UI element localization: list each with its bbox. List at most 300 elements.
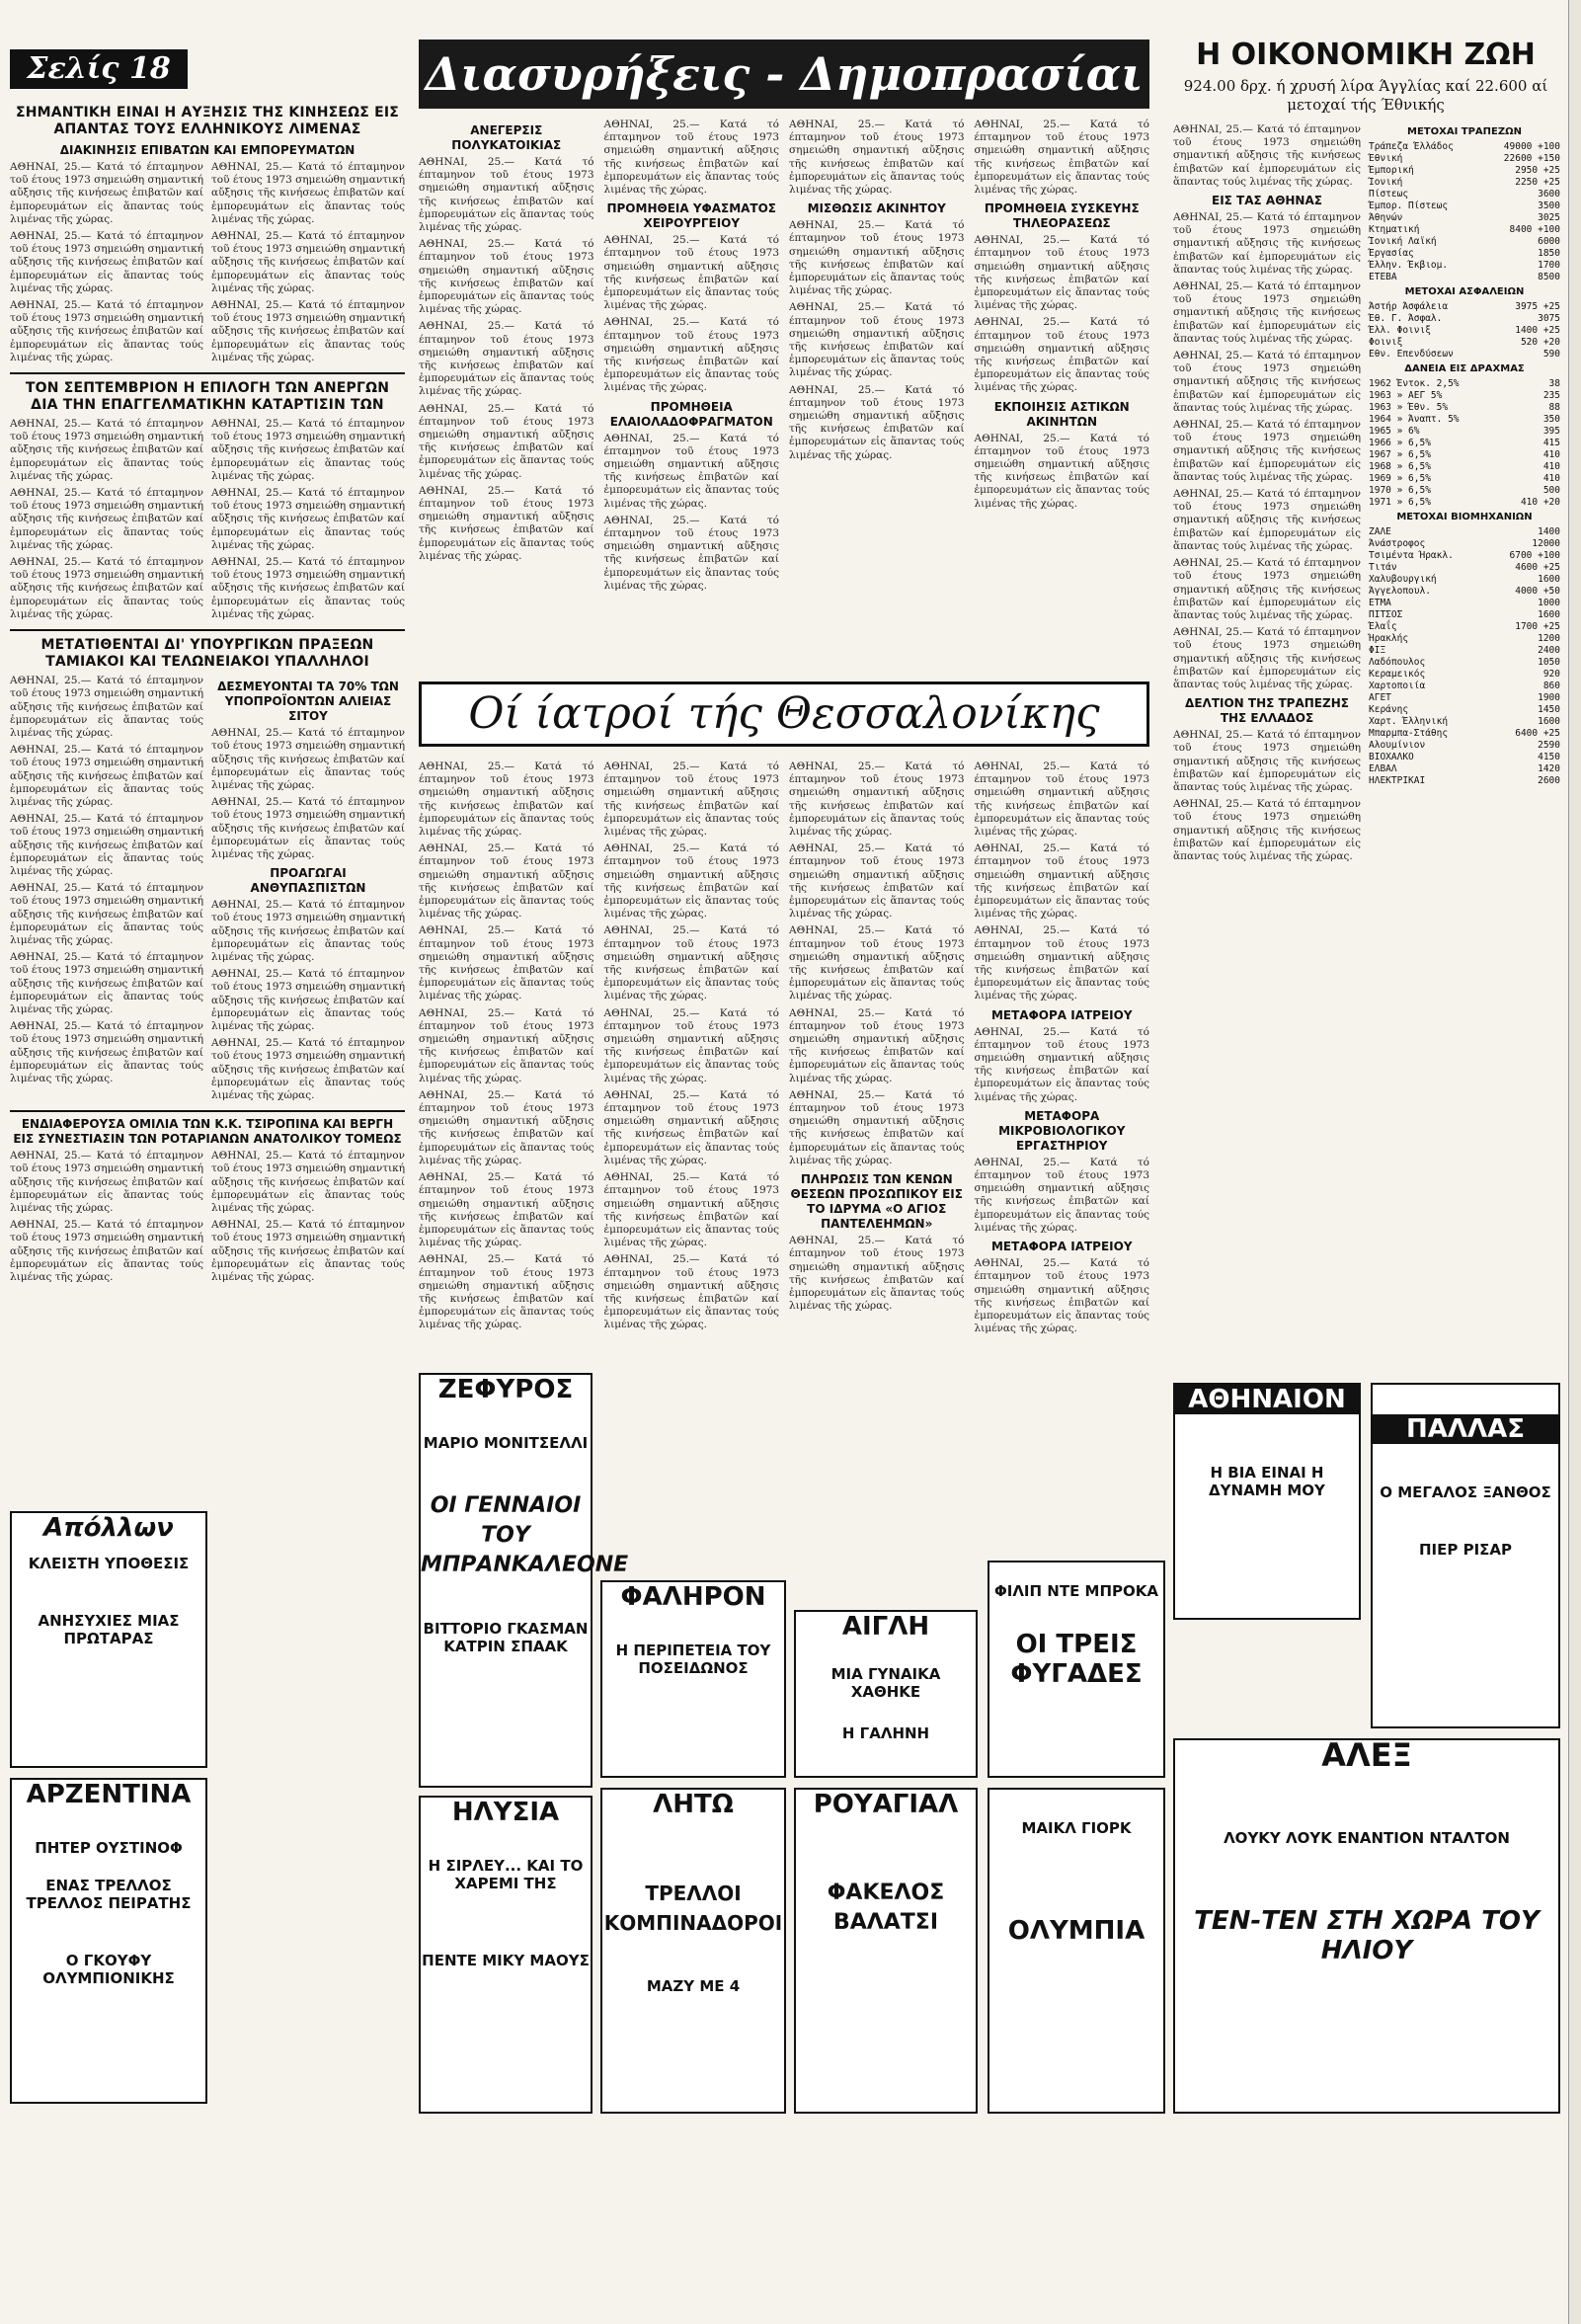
market-value: 1450	[1538, 704, 1560, 715]
ad-line: ΠΙΕΡ ΡΙΣΑΡ	[1418, 1541, 1513, 1559]
market-row	[1369, 621, 1560, 633]
market-value: 3975 +25	[1515, 301, 1560, 312]
market-name: Χαρτοποιία	[1369, 681, 1426, 691]
auction-body: ΑΘΗΝΑΙ, 25.— Κατά τό έπταμηνον τοῦ έτους 1973 σημειώθη σημαντική αὔξησις τῆς κινήσεως ἐπιβατῶν καί ἐμπορευμάτων εἰς ἅπαντας τούς λιμένας τῆς χώρας.	[974, 119, 1149, 197]
doctor-entry: ΑΘΗΝΑΙ, 25.— Κατά τό έπταμηνον τοῦ έτους 1973 σημειώθη σημαντική αὔξησις τῆς κινήσεως ἐπιβατῶν καί ἐμπορευμάτων εἰς ἅπαντας τούς λιμένας τῆς χώρας.	[974, 842, 1149, 921]
market-row	[1369, 236, 1560, 248]
ad-line: ΜΑΖΥ ΜΕ 4	[646, 1977, 741, 1995]
auction-body: ΑΘΗΝΑΙ, 25.— Κατά τό έπταμηνον τοῦ έτους 1973 σημειώθη σημαντική αὔξησις τῆς κινήσεως ἐπιβατῶν καί ἐμπορευμάτων εἰς ἅπαντας τούς λιμένας τῆς χώρας.	[603, 514, 779, 592]
page-edge	[1568, 0, 1581, 2324]
market-row	[1369, 402, 1560, 414]
market-name: Άνάστροφος	[1369, 538, 1426, 549]
market-row	[1369, 485, 1560, 497]
loans-list	[1369, 378, 1560, 509]
article-title: ΠΡΟΑΓΩΓΑΙ ΑΝΘΥΠΑΣΠΙΣΤΩΝ	[250, 866, 366, 896]
market-name: 1970 » 6,5%	[1369, 485, 1431, 496]
ad-title: ΡΟΥΑΓΙΑΛ	[813, 1790, 959, 1819]
auction-heading: ΕΚΠΟΙΗΣΙΣ ΑΣΤΙΚΩΝ ΑΚΙΝΗΤΩΝ	[993, 399, 1130, 429]
market-value: 2950 +25	[1515, 165, 1560, 176]
market-name: Έλλ. Φοινιξ	[1369, 325, 1431, 336]
market-row	[1369, 669, 1560, 681]
market-row	[1369, 301, 1560, 313]
ad-argentina	[10, 1778, 207, 2104]
market-value: 920	[1542, 669, 1560, 680]
market-value: 2600	[1538, 775, 1560, 786]
market-name: Άθηνών	[1369, 212, 1403, 223]
market-value: 1050	[1538, 657, 1560, 668]
article-body: ΑΘΗΝΑΙ, 25.— Κατά τό έπταμηνον τοῦ έτους 1973 σημειώθη σημαντική αὔξησις τῆς κινήσεως ἐπιβατῶν καί ἐμπορευμάτων εἰς ἅπαντας τούς λιμένας τῆς χώρας.	[211, 1219, 405, 1283]
market-value: 6400 +25	[1515, 728, 1560, 739]
auction-body: ΑΘΗΝΑΙ, 25.— Κατά τό έπταμηνον τοῦ έτους 1973 σημειώθη σημαντική αὔξησις τῆς κινήσεως ἐπιβατῶν καί ἐμπορευμάτων εἰς ἅπαντας τούς λιμένας τῆς χώρας.	[603, 234, 779, 312]
ad-aigli	[794, 1610, 978, 1778]
economy-body: ΑΘΗΝΑΙ, 25.— Κατά τό έπταμηνον τοῦ έτους 1973 σημειώθη σημαντική αὔξησις τῆς κινήσεως ἐπιβατῶν καί ἐμπορευμάτων εἰς ἅπαντας τούς λιμένας τῆς χώρας.	[1173, 123, 1361, 188]
market-value: 8500	[1538, 272, 1560, 282]
market-value: 1700	[1538, 260, 1560, 271]
economy-body: ΑΘΗΝΑΙ, 25.— Κατά τό έπταμηνον τοῦ έτους 1973 σημειώθη σημαντική αὔξησις τῆς κινήσεως ἐπιβατῶν καί ἐμπορευμάτων εἰς ἅπαντας τούς λιμένας τῆς χώρας.	[1173, 557, 1361, 621]
market-row	[1369, 438, 1560, 449]
article-body: ΑΘΗΝΑΙ, 25.— Κατά τό έπταμηνον τοῦ έτους 1973 σημειώθη σημαντική αὔξησις τῆς κινήσεως ἐπιβατῶν καί ἐμπορευμάτων εἰς ἅπαντας τούς λιμένας τῆς χώρας.	[211, 1037, 405, 1101]
market-value: 1850	[1538, 248, 1560, 259]
market-value: 410 +20	[1520, 497, 1560, 508]
market-heading: ΜΕΤΟΧΑΙ ΑΣΦΑΛΕΙΩΝ	[1404, 286, 1525, 297]
market-name: ΑΓΕΤ	[1369, 692, 1391, 703]
transfer-heading: ΜΕΤΑΦΟΡΑ ΙΑΤΡΕΙΟΥ	[990, 1007, 1133, 1022]
market-name: Έθνική	[1369, 153, 1403, 164]
market-name: 1964 » Άναπτ. 5%	[1369, 414, 1460, 425]
market-row	[1369, 550, 1560, 562]
market-row	[1369, 526, 1560, 538]
column-auctions	[419, 119, 1149, 597]
market-name: Κτηματική	[1369, 224, 1420, 235]
market-row	[1369, 272, 1560, 283]
market-row	[1369, 461, 1560, 473]
economy-body: ΑΘΗΝΑΙ, 25.— Κατά τό έπταμηνον τοῦ έτους 1973 σημειώθη σημαντική αὔξησις τῆς κινήσεως ἐπιβατῶν καί ἐμπορευμάτων εἰς ἅπαντας τούς λιμένας τῆς χώρας.	[1173, 419, 1361, 483]
market-name: ΕΛΒΑΛ	[1369, 763, 1397, 774]
market-row	[1369, 390, 1560, 402]
market-row	[1369, 681, 1560, 692]
market-value: 395	[1542, 426, 1560, 437]
ad-lito	[600, 1788, 786, 2114]
auction-body: ΑΘΗΝΑΙ, 25.— Κατά τό έπταμηνον τοῦ έτους 1973 σημειώθη σημαντική αὔξησις τῆς κινήσεως ἐπιβατῶν καί ἐμπορευμάτων εἰς ἅπαντας τούς λιμένας τῆς χώρας.	[419, 402, 594, 480]
market-row	[1369, 752, 1560, 763]
economy-heading: ΔΕΛΤΙΟΝ ΤΗΣ ΤΡΑΠΕΖΗΣ ΤΗΣ ΕΛΛΑΔΟΣ	[1185, 696, 1349, 726]
doctor-entry: ΑΘΗΝΑΙ, 25.— Κατά τό έπταμηνον τοῦ έτους 1973 σημειώθη σημαντική αὔξησις τῆς κινήσεως ἐπιβατῶν καί ἐμπορευμάτων εἰς ἅπαντας τούς λιμένας τῆς χώρας.	[974, 1156, 1149, 1234]
doctor-entry: ΑΘΗΝΑΙ, 25.— Κατά τό έπταμηνον τοῦ έτους 1973 σημειώθη σημαντική αὔξησις τῆς κινήσεως ἐπιβατῶν καί ἐμπορευμάτων εἰς ἅπαντας τούς λιμένας τῆς χώρας.	[603, 1171, 779, 1249]
market-name: Τσιμέντα Ήρακλ.	[1369, 550, 1454, 561]
market-name: 1971 » 6,5%	[1369, 497, 1431, 508]
market-name: ΦΙΞ	[1369, 645, 1386, 656]
article-body: ΑΘΗΝΑΙ, 25.— Κατά τό έπταμηνον τοῦ έτους 1973 σημειώθη σημαντική αὔξησις τῆς κινήσεως ἐπιβατῶν καί ἐμπορευμάτων εἰς ἅπαντας τούς λιμένας τῆς χώρας.	[211, 418, 405, 482]
article-body: ΑΘΗΝΑΙ, 25.— Κατά τό έπταμηνον τοῦ έτους 1973 σημειώθη σημαντική αὔξησις τῆς κινήσεως ἐπιβατῶν καί ἐμπορευμάτων εἰς ἅπαντας τούς λιμένας τῆς χώρας.	[10, 951, 203, 1015]
article-body: ΑΘΗΝΑΙ, 25.— Κατά τό έπταμηνον τοῦ έτους 1973 σημειώθη σημαντική αὔξησις τῆς κινήσεως ἐπιβατῶν καί ἐμπορευμάτων εἰς ἅπαντας τούς λιμένας τῆς χώρας.	[211, 487, 405, 551]
ad-title: ΟΙ ΤΡΕΙΣ ΦΥΓΑΔΕΣ	[1010, 1630, 1143, 1689]
market-name: ΕΤΕΒΑ	[1369, 272, 1397, 282]
article-body: ΑΘΗΝΑΙ, 25.— Κατά τό έπταμηνον τοῦ έτους 1973 σημειώθη σημαντική αὔξησις τῆς κινήσεως ἐπιβατῶν καί ἐμπορευμάτων εἰς ἅπαντας τούς λιμένας τῆς χώρας.	[211, 556, 405, 620]
market-value: 12000	[1532, 538, 1560, 549]
market-value: 1900	[1538, 692, 1560, 703]
ad-line: Η ΓΑΛΗΝΗ	[841, 1724, 930, 1742]
market-name: 1967 » 6,5%	[1369, 449, 1431, 460]
ad-line: ΜΑΙΚΛ ΓΙΟΡΚ	[1021, 1819, 1132, 1837]
market-value: 3600	[1538, 189, 1560, 200]
market-row	[1369, 763, 1560, 775]
economy-body: ΑΘΗΝΑΙ, 25.— Κατά τό έπταμηνον τοῦ έτους 1973 σημειώθη σημαντική αὔξησις τῆς κινήσεως ἐπιβατῶν καί ἐμπορευμάτων εἰς ἅπαντας τούς λιμένας τῆς χώρας.	[1173, 798, 1361, 862]
market-name: 1965 » 6%	[1369, 426, 1420, 437]
doctor-entry: ΑΘΗΝΑΙ, 25.— Κατά τό έπταμηνον τοῦ έτους 1973 σημειώθη σημαντική αὔξησις τῆς κινήσεως ἐπιβατῶν καί ἐμπορευμάτων εἰς ἅπαντας τούς λιμένας τῆς χώρας.	[974, 761, 1149, 839]
article-body: ΑΘΗΝΑΙ, 25.— Κατά τό έπταμηνον τοῦ έτους 1973 σημειώθη σημαντική αὔξησις τῆς κινήσεως ἐπιβατῶν καί ἐμπορευμάτων εἰς ἅπαντας τούς λιμένας τῆς χώρας.	[211, 968, 405, 1032]
economy-body: ΑΘΗΝΑΙ, 25.— Κατά τό έπταμηνον τοῦ έτους 1973 σημειώθη σημαντική αὔξησις τῆς κινήσεως ἐπιβατῶν καί ἐμπορευμάτων εἰς ἅπαντας τούς λιμένας τῆς χώρας.	[1173, 626, 1361, 690]
ad-line: Ο ΜΕΓΑΛΟΣ ΞΑΝΘΟΣ	[1380, 1483, 1551, 1501]
market-name: ΖΑΛΕ	[1369, 526, 1391, 537]
market-value: 49000 +100	[1503, 141, 1560, 152]
market-value: 1400	[1538, 526, 1560, 537]
market-value: 1400 +25	[1515, 325, 1560, 336]
market-row	[1369, 200, 1560, 212]
ad-olympia	[988, 1788, 1165, 2114]
market-name: ΗΛΕΚΤΡΙΚΑΙ	[1369, 775, 1426, 786]
market-row	[1369, 562, 1560, 574]
market-name: ΠΙΤΣΟΣ	[1369, 609, 1403, 620]
auction-body: ΑΘΗΝΑΙ, 25.— Κατά τό έπταμηνον τοῦ έτους 1973 σημειώθη σημαντική αὔξησις τῆς κινήσεως ἐπιβατῶν καί ἐμπορευμάτων εἰς ἅπαντας τούς λιμένας τῆς χώρας.	[974, 432, 1149, 510]
economy-body: ΑΘΗΝΑΙ, 25.— Κατά τό έπταμηνον τοῦ έτους 1973 σημειώθη σημαντική αὔξησις τῆς κινήσεως ἐπιβατῶν καί ἐμπορευμάτων εἰς ἅπαντας τούς λιμένας τῆς χώρας.	[1173, 729, 1361, 793]
market-row	[1369, 657, 1560, 669]
doctor-entry: ΑΘΗΝΑΙ, 25.— Κατά τό έπταμηνον τοῦ έτους 1973 σημειώθη σημαντική αὔξησις τῆς κινήσεως ἐπιβατῶν καί ἐμπορευμάτων εἰς ἅπαντας τούς λιμένας τῆς χώρας.	[789, 842, 965, 921]
ad-apollon	[10, 1511, 207, 1768]
market-row	[1369, 153, 1560, 165]
ad-title: ΖΕΦΥΡΟΣ	[437, 1375, 574, 1404]
column-news	[10, 99, 405, 1288]
market-row	[1369, 248, 1560, 260]
article-title: ΕΝΔΙΑΦΕΡΟΥΣΑ ΟΜΙΛΙΑ ΤΩΝ Κ.Κ. ΤΣΙΡΟΠΙΝΑ ΚΑΙ ΒΕΡΓΗ ΕΙΣ ΣΥΝΕΣΤΙΑΣΙΝ ΤΩΝ ΡΟΤΑΡΙΑΝΩΝ ΑΝΑΤΟΛΙΚΟΥ ΤΟΜΕΩΣ	[13, 1117, 402, 1147]
market-value: 6700 +100	[1509, 550, 1560, 561]
market-name: Έθ. Γ. Άσφαλ.	[1369, 313, 1443, 324]
market-value: 1000	[1538, 598, 1560, 608]
ad-line: ΦΑΚΕΛΟΣ ΒΑΛΑΤΣΙ	[827, 1881, 945, 1935]
market-value: 1200	[1538, 633, 1560, 644]
market-name: ΒΙΟΧΑΛΚΟ	[1369, 752, 1414, 762]
auction-heading: ΠΡΟΜΗΘΕΙΑ ΕΛΑΙΟΛΑΔΟΦΡΑΓΜΑΤΟΝ	[609, 399, 773, 429]
market-row	[1369, 224, 1560, 236]
article-body: ΑΘΗΝΑΙ, 25.— Κατά τό έπταμηνον τοῦ έτους 1973 σημειώθη σημαντική αὔξησις τῆς κινήσεως ἐπιβατῶν καί ἐμπορευμάτων εἰς ἅπαντας τούς λιμένας τῆς χώρας.	[10, 1219, 203, 1283]
article-body: ΑΘΗΝΑΙ, 25.— Κατά τό έπταμηνον τοῦ έτους 1973 σημειώθη σημαντική αὔξησις τῆς κινήσεως ἐπιβατῶν καί ἐμπορευμάτων εἰς ἅπαντας τούς λιμένας τῆς χώρας.	[211, 230, 405, 294]
market-row	[1369, 189, 1560, 200]
economy-title: Η ΟΙΚΟΝΟΜΙΚΗ ΖΩΗ	[1196, 38, 1536, 72]
market-row	[1369, 449, 1560, 461]
economy-subtitle: 924.00 δρχ. ή χρυσή λίρα Άγγλίας καί 22.600 αί μετοχαί τής Έθνικής	[1183, 77, 1548, 114]
market-row	[1369, 378, 1560, 390]
market-name: Άγγελοπουλ.	[1369, 586, 1431, 597]
market-value: 235	[1542, 390, 1560, 401]
ad-title: ΛΗΤΩ	[653, 1790, 734, 1819]
market-name: Τράπεζα Έλλάδος	[1369, 141, 1454, 152]
ad-line: Ο ΓΚΟΥΦΥ ΟΛΥΜΠΙΟΝΙΚΗΣ	[42, 1952, 175, 1987]
ad-ilysia	[419, 1796, 593, 2114]
market-row	[1369, 716, 1560, 728]
article-title: ΠΛΗΡΩΣΙΣ ΤΩΝ ΚΕΝΩΝ ΘΕΣΕΩΝ ΠΡΟΣΩΠΙΚΟΥ ΕΙΣ ΤΟ ΙΔΡΥΜΑ «Ο ΑΓΙΟΣ ΠΑΝΤΕΛΕΗΜΩΝ»	[790, 1172, 963, 1232]
doctors-banner: Οί ίατροί τής Θεσσαλονίκης	[419, 681, 1149, 747]
market-value: 2400	[1538, 645, 1560, 656]
ad-title: ΑΛΕΞ	[1321, 1736, 1412, 1774]
market-row	[1369, 692, 1560, 704]
market-value: 88	[1548, 402, 1560, 413]
market-value: 22600 +150	[1503, 153, 1560, 164]
market-name: Ίονική	[1369, 177, 1403, 188]
ad-tris-fygades	[988, 1561, 1165, 1778]
auction-body: ΑΘΗΝΑΙ, 25.— Κατά τό έπταμηνον τοῦ έτους 1973 σημειώθη σημαντική αὔξησις τῆς κινήσεως ἐπιβατῶν καί ἐμπορευμάτων εἰς ἅπαντας τούς λιμένας τῆς χώρας.	[419, 484, 594, 562]
market-name: ΕΤΜΑ	[1369, 598, 1391, 608]
ad-title: ΗΛΥΣΙΑ	[451, 1798, 560, 1827]
market-value: 1600	[1538, 716, 1560, 727]
industry-list	[1369, 526, 1560, 787]
market-row	[1369, 586, 1560, 598]
ad-title: ΑΙΓΛΗ	[841, 1612, 930, 1642]
market-value: 1600	[1538, 609, 1560, 620]
market-row	[1369, 645, 1560, 657]
economy-body: ΑΘΗΝΑΙ, 25.— Κατά τό έπταμηνον τοῦ έτους 1973 σημειώθη σημαντική αὔξησις τῆς κινήσεως ἐπιβατῶν καί ἐμπορευμάτων εἰς ἅπαντας τούς λιμένας τῆς χώρας.	[1173, 280, 1361, 345]
ad-line: ΜΙΑ ΓΥΝΑΙΚΑ ΧΑΘΗΚΕ	[830, 1665, 941, 1701]
market-heading: ΜΕΤΟΧΑΙ ΒΙΟΜΗΧΑΝΙΩΝ	[1396, 512, 1533, 522]
article-body: ΑΘΗΝΑΙ, 25.— Κατά τό έπταμηνον τοῦ έτους 1973 σημειώθη σημαντική αὔξησις τῆς κινήσεως ἐπιβατῶν καί ἐμπορευμάτων εἰς ἅπαντας τούς λιμένας τῆς χώρας.	[10, 487, 203, 551]
market-name: Έλαΐς	[1369, 621, 1397, 632]
auction-body: ΑΘΗΝΑΙ, 25.— Κατά τό έπταμηνον τοῦ έτους 1973 σημειώθη σημαντική αὔξησις τῆς κινήσεως ἐπιβατῶν καί ἐμπορευμάτων εἰς ἅπαντας τούς λιμένας τῆς χώρας.	[974, 316, 1149, 394]
doctor-entry: ΑΘΗΝΑΙ, 25.— Κατά τό έπταμηνον τοῦ έτους 1973 σημειώθη σημαντική αὔξησις τῆς κινήσεως ἐπιβατῶν καί ἐμπορευμάτων εἰς ἅπαντας τούς λιμένας τῆς χώρας.	[419, 761, 594, 839]
ad-line: ΠΕΝΤΕ ΜΙΚΥ ΜΑΟΥΣ	[422, 1952, 590, 1969]
market-name: Έμπορ. Πίστεως	[1369, 200, 1449, 211]
auctions-banner: Διασυρήξεις - Δημοπρασίαι	[419, 40, 1149, 109]
article-title: ΔΕΣΜΕΥΟΝΤΑΙ ΤΑ 70% ΤΩΝ ΥΠΟΠΡΟΪΟΝΤΩΝ ΑΛΙΕΙΑΣ ΣΙΤΟΥ	[217, 680, 399, 724]
market-row	[1369, 325, 1560, 337]
market-name: Εθν. Επενδύσεων	[1369, 349, 1454, 360]
market-value: 38	[1548, 378, 1560, 389]
article-body: ΑΘΗΝΑΙ, 25.— Κατά τό έπταμηνον τοῦ έτους 1973 σημειώθη σημαντική αὔξησις τῆς κινήσεως ἐπιβατῶν καί ἐμπορευμάτων εἰς ἅπαντας τούς λιμένας τῆς χώρας.	[10, 1020, 203, 1084]
ad-line: ΜΑΡΙΟ ΜΟΝΙΤΣΕΛΛΙ	[423, 1434, 589, 1452]
market-value: 2250 +25	[1515, 177, 1560, 188]
market-row	[1369, 704, 1560, 716]
economy-body: ΑΘΗΝΑΙ, 25.— Κατά τό έπταμηνον τοῦ έτους 1973 σημειώθη σημαντική αὔξησις τῆς κινήσεως ἐπιβατῶν καί ἐμπορευμάτων εἰς ἅπαντας τούς λιμένας τῆς χώρας.	[1173, 211, 1361, 276]
column-doctors	[419, 761, 1149, 1339]
market-value: 4000 +50	[1515, 586, 1560, 597]
market-row	[1369, 426, 1560, 438]
ad-line: ΛΟΥΚΥ ΛΟΥΚ ΕΝΑΝΤΙΟΝ ΝΤΑΛΤΟΝ	[1224, 1829, 1510, 1847]
ad-line: ΕΝΑΣ ΤΡΕΛΛΟΣ ΤΡΕΛΛΟΣ ΠΕΙΡΑΤΗΣ	[26, 1877, 192, 1912]
market-name: Άστήρ Άσφάλεια	[1369, 301, 1449, 312]
market-row	[1369, 141, 1560, 153]
ad-zefyros	[419, 1373, 629, 1788]
market-tables	[1369, 123, 1560, 867]
article-body: ΑΘΗΝΑΙ, 25.— Κατά τό έπταμηνον τοῦ έτους 1973 σημειώθη σημαντική αὔξησις τῆς κινήσεως ἐπιβατῶν καί ἐμπορευμάτων εἰς ἅπαντας τούς λιμένας τῆς χώρας.	[10, 675, 203, 739]
market-row	[1369, 165, 1560, 177]
market-value: 410	[1542, 473, 1560, 484]
market-value: 500	[1542, 485, 1560, 496]
doctor-entry: ΑΘΗΝΑΙ, 25.— Κατά τό έπταμηνον τοῦ έτους 1973 σημειώθη σημαντική αὔξησις τῆς κινήσεως ἐπιβατῶν καί ἐμπορευμάτων εἰς ἅπαντας τούς λιμένας τῆς χώρας.	[419, 924, 594, 1002]
article-body: ΑΘΗΝΑΙ, 25.— Κατά τό έπταμηνον τοῦ έτους 1973 σημειώθη σημαντική αὔξησις τῆς κινήσεως ἐπιβατῶν καί ἐμπορευμάτων εἰς ἅπαντας τούς λιμένας τῆς χώρας.	[10, 1150, 203, 1214]
market-heading: ΔΑΝΕΙΑ ΕΙΣ ΔΡΑΧΜΑΣ	[1404, 363, 1525, 374]
article-title: ΜΕΤΑΤΙΘΕΝΤΑΙ ΔΙ' ΥΠΟΥΡΓΙΚΩΝ ΠΡΑΞΕΩΝ ΤΑΜΙΑΚΟΙ ΚΑΙ ΤΕΛΩΝΕΙΑΚΟΙ ΥΠΑΛΛΗΛΟΙ	[40, 637, 374, 671]
ad-line: ΟΙ ΓΕΝΝΑΙΟΙ ΤΟΥ ΜΠΡΑΝΚΑΛΕΟΝΕ	[421, 1493, 629, 1577]
transfer-heading: ΜΕΤΑΦΟΡΑ ΙΑΤΡΕΙΟΥ	[990, 1240, 1133, 1254]
article-body: ΑΘΗΝΑΙ, 25.— Κατά τό έπταμηνον τοῦ έτους 1973 σημειώθη σημαντική αὔξησις τῆς κινήσεως ἐπιβατῶν καί ἐμπορευμάτων εἰς ἅπαντας τούς λιμένας τῆς χώρας.	[10, 744, 203, 808]
market-value: 4600 +25	[1515, 562, 1560, 573]
market-name: 1968 » 6,5%	[1369, 461, 1431, 472]
insurance-list	[1369, 301, 1560, 361]
auction-body: ΑΘΗΝΑΙ, 25.— Κατά τό έπταμηνον τοῦ έτους 1973 σημειώθη σημαντική αὔξησις τῆς κινήσεως ἐπιβατῶν καί ἐμπορευμάτων εἰς ἅπαντας τούς λιμένας τῆς χώρας.	[603, 316, 779, 394]
ad-title: Απόλλων	[43, 1513, 174, 1543]
market-value: 3075	[1538, 313, 1560, 324]
doctor-entry: ΑΘΗΝΑΙ, 25.— Κατά τό έπταμηνον τοῦ έτους 1973 σημειώθη σημαντική αὔξησις τῆς κινήσεως ἐπιβατῶν καί ἐμπορευμάτων εἰς ἅπαντας τούς λιμένας τῆς χώρας.	[974, 1025, 1149, 1103]
economy-heading: ΕΙΣ ΤΑΣ ΑΘΗΝΑΣ	[1212, 194, 1322, 208]
market-value: 1700 +25	[1515, 621, 1560, 632]
market-name: Κεραμεικός	[1369, 669, 1426, 680]
ad-title: ΟΛΥΜΠΙΑ	[1007, 1916, 1146, 1946]
doctor-entry: ΑΘΗΝΑΙ, 25.— Κατά τό έπταμηνον τοῦ έτους 1973 σημειώθη σημαντική αὔξησις τῆς κινήσεως ἐπιβατῶν καί ἐμπορευμάτων εἰς ἅπαντας τούς λιμένας τῆς χώρας.	[603, 761, 779, 839]
market-name: Τιτάν	[1369, 562, 1397, 573]
market-value: 590	[1542, 349, 1560, 360]
market-name: Λαδόπουλος	[1369, 657, 1426, 668]
article-title: ΣΗΜΑΝΤΙΚΗ ΕΙΝΑΙ Η ΑΥΞΗΣΙΣ ΤΗΣ ΚΙΝΗΣΕΩΣ ΕΙΣ ΑΠΑΝΤΑΣ ΤΟΥΣ ΕΛΛΗΝΙΚΟΥΣ ΛΙΜΕΝΑΣ	[15, 105, 400, 137]
ad-alex	[1173, 1738, 1560, 2114]
ad-line: Η ΒΙΑ ΕΙΝΑΙ Η ΔΥΝΑΜΗ ΜΟΥ	[1209, 1464, 1325, 1499]
ad-title: ΑΡΖΕΝΤΙΝΑ	[26, 1780, 192, 1809]
market-row	[1369, 609, 1560, 621]
auction-body: ΑΘΗΝΑΙ, 25.— Κατά τό έπταμηνον τοῦ έτους 1973 σημειώθη σημαντική αὔξησις τῆς κινήσεως ἐπιβατῶν καί ἐμπορευμάτων εἰς ἅπαντας τούς λιμένας τῆς χώρας.	[789, 383, 965, 461]
ad-pallas	[1371, 1383, 1560, 1728]
market-value: 3025	[1538, 212, 1560, 223]
market-name: Έργασίας	[1369, 248, 1414, 259]
ad-title: ΦΑΛΗΡΟΝ	[620, 1582, 766, 1612]
ad-title: ΠΑΛΛΑΣ	[1373, 1414, 1558, 1444]
market-name: Ήρακλής	[1369, 633, 1409, 644]
ad-royagial	[794, 1788, 978, 2114]
market-value: 3500	[1538, 200, 1560, 211]
doctor-entry: ΑΘΗΝΑΙ, 25.— Κατά τό έπταμηνον τοῦ έτους 1973 σημειώθη σημαντική αὔξησις τῆς κινήσεως ἐπιβατῶν καί ἐμπορευμάτων εἰς ἅπαντας τούς λιμένας τῆς χώρας.	[603, 842, 779, 921]
article-body: ΑΘΗΝΑΙ, 25.— Κατά τό έπταμηνον τοῦ έτους 1973 σημειώθη σημαντική αὔξησις τῆς κινήσεως ἐπιβατῶν καί ἐμπορευμάτων εἰς ἅπαντας τούς λιμένας τῆς χώρας.	[10, 299, 203, 363]
auction-heading: ΜΙΣΘΩΣΙΣ ΑΚΙΝΗΤΟΥ	[807, 201, 946, 216]
article-body: ΑΘΗΝΑΙ, 25.— Κατά τό έπταμηνον τοῦ έτους 1973 σημειώθη σημαντική αὔξησις τῆς κινήσεως ἐπιβατῶν καί ἐμπορευμάτων εἰς ἅπαντας τούς λιμένας τῆς χώρας.	[10, 418, 203, 482]
ad-line: ΤΕΝ-ΤΕΝ ΣΤΗ ΧΩΡΑ ΤΟΥ ΗΛΙΟΥ	[1194, 1906, 1540, 1965]
ad-line: Η ΣΙΡΛΕΥ... ΚΑΙ ΤΟ ΧΑΡΕΜΙ ΤΗΣ	[428, 1857, 584, 1892]
ad-line: ΚΛΕΙΣΤΗ ΥΠΟΘΕΣΙΣ	[28, 1555, 190, 1572]
ad-athinaion	[1173, 1383, 1361, 1620]
market-name: Έλλην. Έκβιομ.	[1369, 260, 1449, 271]
column-economy	[1173, 123, 1560, 867]
market-heading: ΜΕΤΟΧΑΙ ΤΡΑΠΕΖΩΝ	[1407, 126, 1522, 137]
market-row	[1369, 260, 1560, 272]
auction-heading: ΑΝΕΓΕΡΣΙΣ ΠΟΛΥΚΑΤΟΙΚΙΑΣ	[451, 123, 562, 152]
market-value: 1420	[1538, 763, 1560, 774]
ad-line: ΑΝΗΣΥΧΙΕΣ ΜΙΑΣ ΠΡΩΤΑΡΑΣ	[38, 1612, 180, 1647]
ad-title: ΑΘΗΝΑΙΟΝ	[1175, 1385, 1359, 1414]
market-row	[1369, 775, 1560, 787]
auction-body: ΑΘΗΝΑΙ, 25.— Κατά τό έπταμηνον τοῦ έτους 1973 σημειώθη σημαντική αὔξησις τῆς κινήσεως ἐπιβατῶν καί ἐμπορευμάτων εἰς ἅπαντας τούς λιμένας τῆς χώρας.	[603, 432, 779, 510]
market-name: Κεράνης	[1369, 704, 1409, 715]
doctor-entry: ΑΘΗΝΑΙ, 25.— Κατά τό έπταμηνον τοῦ έτους 1973 σημειώθη σημαντική αὔξησις τῆς κινήσεως ἐπιβατῶν καί ἐμπορευμάτων εἰς ἅπαντας τούς λιμένας τῆς χώρας.	[419, 1006, 594, 1084]
transfer-heading: ΜΕΤΑΦΟΡΑ ΜΙΚΡΟΒΙΟΛΟΓΙΚΟΥ ΕΡΓΑΣΤΗΡΙΟΥ	[998, 1108, 1126, 1153]
market-row	[1369, 212, 1560, 224]
doctor-entry: ΑΘΗΝΑΙ, 25.— Κατά τό έπταμηνον τοῦ έτους 1973 σημειώθη σημαντική αὔξησις τῆς κινήσεως ἐπιβατῶν καί ἐμπορευμάτων εἰς ἅπαντας τούς λιμένας τῆς χώρας.	[419, 1253, 594, 1331]
market-name: Μπαρμπα-Στάθης	[1369, 728, 1449, 739]
market-row	[1369, 740, 1560, 752]
market-row	[1369, 598, 1560, 609]
article-body: ΑΘΗΝΑΙ, 25.— Κατά τό έπταμηνον τοῦ έτους 1973 σημειώθη σημαντική αὔξησις τῆς κινήσεως ἐπιβατῶν καί ἐμπορευμάτων εἰς ἅπαντας τούς λιμένας τῆς χώρας.	[211, 299, 405, 363]
doctor-entry: ΑΘΗΝΑΙ, 25.— Κατά τό έπταμηνον τοῦ έτους 1973 σημειώθη σημαντική αὔξησις τῆς κινήσεως ἐπιβατῶν καί ἐμπορευμάτων εἰς ἅπαντας τούς λιμένας τῆς χώρας.	[974, 924, 1149, 1002]
article-body: ΑΘΗΝΑΙ, 25.— Κατά τό έπταμηνον τοῦ έτους 1973 σημειώθη σημαντική αὔξησις τῆς κινήσεως ἐπιβατῶν καί ἐμπορευμάτων εἰς ἅπαντας τούς λιμένας τῆς χώρας.	[211, 796, 405, 860]
market-name: Ίονική Λαϊκή	[1369, 236, 1437, 247]
doctor-entry: ΑΘΗΝΑΙ, 25.— Κατά τό έπταμηνον τοῦ έτους 1973 σημειώθη σημαντική αὔξησις τῆς κινήσεως ἐπιβατῶν καί ἐμπορευμάτων εἰς ἅπαντας τούς λιμένας τῆς χώρας.	[603, 1253, 779, 1331]
market-row	[1369, 349, 1560, 361]
auction-heading: ΠΡΟΜΗΘΕΙΑ ΣΥΣΚΕΥΗΣ ΤΗΛΕΟΡΑΣΕΩΣ	[984, 201, 1140, 231]
auction-body: ΑΘΗΝΑΙ, 25.— Κατά τό έπταμηνον τοῦ έτους 1973 σημειώθη σημαντική αὔξησις τῆς κινήσεως ἐπιβατῶν καί ἐμπορευμάτων εἰς ἅπαντας τούς λιμένας τῆς χώρας.	[419, 320, 594, 398]
market-name: Αλουμίνιον	[1369, 740, 1426, 751]
auction-heading: ΠΡΟΜΗΘΕΙΑ ΥΦΑΣΜΑΤΟΣ ΧΕΙΡΟΥΡΓΕΙΟΥ	[606, 201, 777, 231]
market-value: 1600	[1538, 574, 1560, 585]
market-row	[1369, 473, 1560, 485]
market-value: 350	[1542, 414, 1560, 425]
market-name: 1963 » ΑΕΓ 5%	[1369, 390, 1443, 401]
page-number: Σελίς 18	[10, 49, 188, 89]
market-name: Χαρτ. Έλληνική	[1369, 716, 1449, 727]
market-row	[1369, 574, 1560, 586]
market-name: 1969 » 6,5%	[1369, 473, 1431, 484]
doctor-entry: ΑΘΗΝΑΙ, 25.— Κατά τό έπταμηνον τοῦ έτους 1973 σημειώθη σημαντική αὔξησις τῆς κινήσεως ἐπιβατῶν καί ἐμπορευμάτων εἰς ἅπαντας τούς λιμένας τῆς χώρας.	[419, 1171, 594, 1249]
article-body: ΑΘΗΝΑΙ, 25.— Κατά τό έπταμηνον τοῦ έτους 1973 σημειώθη σημαντική αὔξησις τῆς κινήσεως ἐπιβατῶν καί ἐμπορευμάτων εἰς ἅπαντας τούς λιμένας τῆς χώρας.	[211, 727, 405, 791]
economy-body: ΑΘΗΝΑΙ, 25.— Κατά τό έπταμηνον τοῦ έτους 1973 σημειώθη σημαντική αὔξησις τῆς κινήσεως ἐπιβατῶν καί ἐμπορευμάτων εἰς ἅπαντας τούς λιμένας τῆς χώρας.	[1173, 350, 1361, 414]
market-row	[1369, 313, 1560, 325]
market-row	[1369, 177, 1560, 189]
article-body: ΑΘΗΝΑΙ, 25.— Κατά τό έπταμηνον τοῦ έτους 1973 σημειώθη σημαντική αὔξησις τῆς κινήσεως ἐπιβατῶν καί ἐμπορευμάτων εἰς ἅπαντας τούς λιμένας τῆς χώρας.	[211, 899, 405, 963]
article-body: ΑΘΗΝΑΙ, 25.— Κατά τό έπταμηνον τοῦ έτους 1973 σημειώθη σημαντική αὔξησις τῆς κινήσεως ἐπιβατῶν καί ἐμπορευμάτων εἰς ἅπαντας τούς λιμένας τῆς χώρας.	[10, 556, 203, 620]
market-row	[1369, 538, 1560, 550]
market-name: Χαλυβουργική	[1369, 574, 1437, 585]
market-row	[1369, 497, 1560, 509]
article-body: ΑΘΗΝΑΙ, 25.— Κατά τό έπταμηνον τοῦ έτους 1973 σημειώθη σημαντική αὔξησις τῆς κινήσεως ἐπιβατῶν καί ἐμπορευμάτων εἰς ἅπαντας τούς λιμένας τῆς χώρας.	[789, 1235, 965, 1313]
market-value: 8400 +100	[1509, 224, 1560, 235]
doctor-entry: ΑΘΗΝΑΙ, 25.— Κατά τό έπταμηνον τοῦ έτους 1973 σημειώθη σημαντική αὔξησις τῆς κινήσεως ἐπιβατῶν καί ἐμπορευμάτων εἰς ἅπαντας τούς λιμένας τῆς χώρας.	[789, 924, 965, 1002]
doctor-entry: ΑΘΗΝΑΙ, 25.— Κατά τό έπταμηνον τοῦ έτους 1973 σημειώθη σημαντική αὔξησις τῆς κινήσεως ἐπιβατῶν καί ἐμπορευμάτων εἰς ἅπαντας τούς λιμένας τῆς χώρας.	[789, 1006, 965, 1084]
market-name: 1963 » Έθν. 5%	[1369, 402, 1449, 413]
market-row	[1369, 337, 1560, 349]
article-body: ΑΘΗΝΑΙ, 25.— Κατά τό έπταμηνον τοῦ έτους 1973 σημειώθη σημαντική αὔξησις τῆς κινήσεως ἐπιβατῶν καί ἐμπορευμάτων εἰς ἅπαντας τούς λιμένας τῆς χώρας.	[10, 813, 203, 877]
doctor-entry: ΑΘΗΝΑΙ, 25.— Κατά τό έπταμηνον τοῦ έτους 1973 σημειώθη σημαντική αὔξησις τῆς κινήσεως ἐπιβατῶν καί ἐμπορευμάτων εἰς ἅπαντας τούς λιμένας τῆς χώρας.	[419, 1088, 594, 1166]
market-value: 2590	[1538, 740, 1560, 751]
banks-list	[1369, 141, 1560, 283]
auction-body: ΑΘΗΝΑΙ, 25.— Κατά τό έπταμηνον τοῦ έτους 1973 σημειώθη σημαντική αὔξησις τῆς κινήσεως ἐπιβατῶν καί ἐμπορευμάτων εἰς ἅπαντας τούς λιμένας τῆς χώρας.	[789, 119, 965, 197]
doctor-entry: ΑΘΗΝΑΙ, 25.— Κατά τό έπταμηνον τοῦ έτους 1973 σημειώθη σημαντική αὔξησις τῆς κινήσεως ἐπιβατῶν καί ἐμπορευμάτων εἰς ἅπαντας τούς λιμένας τῆς χώρας.	[974, 1257, 1149, 1335]
market-row	[1369, 633, 1560, 645]
doctor-entry: ΑΘΗΝΑΙ, 25.— Κατά τό έπταμηνον τοῦ έτους 1973 σημειώθη σημαντική αὔξησις τῆς κινήσεως ἐπιβατῶν καί ἐμπορευμάτων εἰς ἅπαντας τούς λιμένας τῆς χώρας.	[603, 1006, 779, 1084]
auction-body: ΑΘΗΝΑΙ, 25.— Κατά τό έπταμηνον τοῦ έτους 1973 σημειώθη σημαντική αὔξησις τῆς κινήσεως ἐπιβατῶν καί ἐμπορευμάτων εἰς ἅπαντας τούς λιμένας τῆς χώρας.	[789, 301, 965, 379]
market-value: 410	[1542, 449, 1560, 460]
market-name: Φοινιξ	[1369, 337, 1403, 348]
ad-line: ΒΙΤΤΟΡΙΟ ΓΚΑΣΜΑΝ ΚΑΤΡΙΝ ΣΠΑΑΚ	[423, 1620, 589, 1655]
market-value: 860	[1542, 681, 1560, 691]
article-body: ΑΘΗΝΑΙ, 25.— Κατά τό έπταμηνον τοῦ έτους 1973 σημειώθη σημαντική αὔξησις τῆς κινήσεως ἐπιβατῶν καί ἐμπορευμάτων εἰς ἅπαντας τούς λιμένας τῆς χώρας.	[211, 1150, 405, 1214]
ad-line: ΤΡΕΛΛΟΙ ΚΟΜΠΙΝΑΔΟΡΟΙ	[603, 1882, 783, 1935]
market-name: 1966 » 6,5%	[1369, 438, 1431, 448]
market-value: 410	[1542, 461, 1560, 472]
ad-line: ΠΗΤΕΡ ΟΥΣΤΙΝΟΦ	[35, 1839, 183, 1857]
doctor-entry: ΑΘΗΝΑΙ, 25.— Κατά τό έπταμηνον τοῦ έτους 1973 σημειώθη σημαντική αὔξησις τῆς κινήσεως ἐπιβατῶν καί ἐμπορευμάτων εἰς ἅπαντας τούς λιμένας τῆς χώρας.	[603, 1088, 779, 1166]
article-title: ΤΟΝ ΣΕΠΤΕΜΒΡΙΟΝ Η ΕΠΙΛΟΓΗ ΤΩΝ ΑΝΕΡΓΩΝ ΔΙΑ ΤΗΝ ΕΠΑΓΓΕΛΜΑΤΙΚΗΝ ΚΑΤΑΡΤΙΣΙΝ ΤΩΝ	[25, 380, 390, 414]
article-subtitle: ΔΙΑΚΙΝΗΣΙΣ ΕΠΙΒΑΤΩΝ ΚΑΙ ΕΜΠΟΡΕΥΜΑΤΩΝ	[59, 143, 356, 157]
market-name: 1962 Έντοκ. 2,5%	[1369, 378, 1460, 389]
doctor-entry: ΑΘΗΝΑΙ, 25.— Κατά τό έπταμηνον τοῦ έτους 1973 σημειώθη σημαντική αὔξησις τῆς κινήσεως ἐπιβατῶν καί ἐμπορευμάτων εἰς ἅπαντας τούς λιμένας τῆς χώρας.	[603, 924, 779, 1002]
ad-faliron	[600, 1580, 786, 1778]
doctor-entry: ΑΘΗΝΑΙ, 25.— Κατά τό έπταμηνον τοῦ έτους 1973 σημειώθη σημαντική αὔξησις τῆς κινήσεως ἐπιβατῶν καί ἐμπορευμάτων εἰς ἅπαντας τούς λιμένας τῆς χώρας.	[789, 1088, 965, 1166]
auction-body: ΑΘΗΝΑΙ, 25.— Κατά τό έπταμηνον τοῦ έτους 1973 σημειώθη σημαντική αὔξησις τῆς κινήσεως ἐπιβατῶν καί ἐμπορευμάτων εἰς ἅπαντας τούς λιμένας τῆς χώρας.	[789, 219, 965, 297]
market-value: 6000	[1538, 236, 1560, 247]
market-value: 415	[1542, 438, 1560, 448]
doctor-entry: ΑΘΗΝΑΙ, 25.— Κατά τό έπταμηνον τοῦ έτους 1973 σημειώθη σημαντική αὔξησις τῆς κινήσεως ἐπιβατῶν καί ἐμπορευμάτων εἰς ἅπαντας τούς λιμένας τῆς χώρας.	[419, 842, 594, 921]
